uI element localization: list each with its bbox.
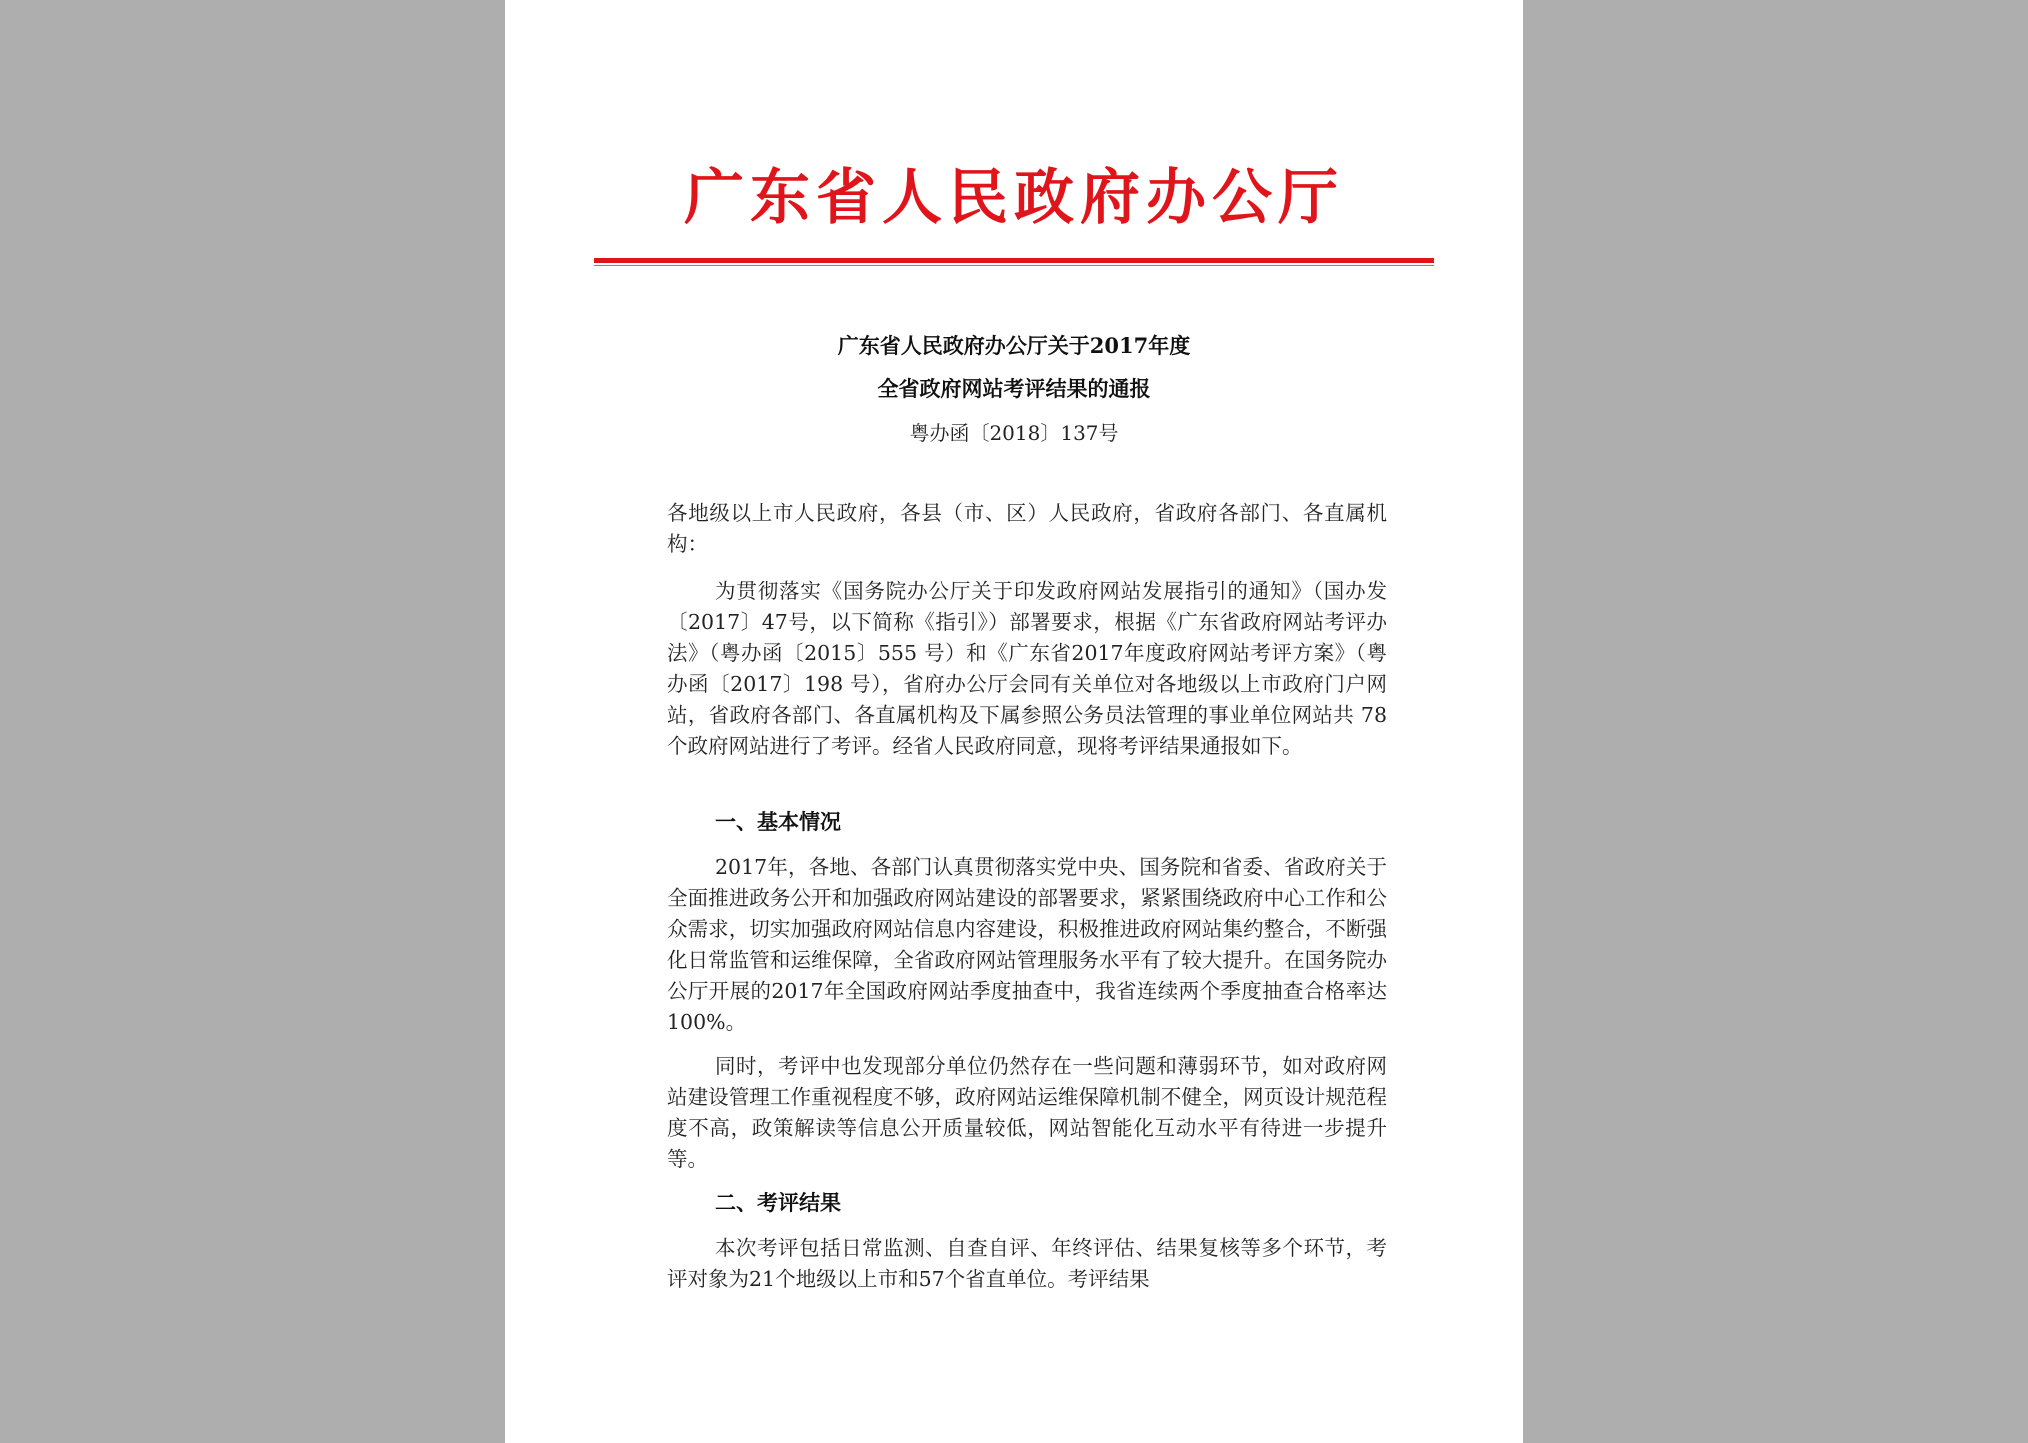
document-title-line1: 广东省人民政府办公厅关于2017年度 bbox=[837, 333, 1191, 358]
section-heading-results: 二、考评结果 bbox=[715, 1190, 841, 1215]
document-page bbox=[505, 0, 1523, 1443]
document-number: 粤办函〔2018〕137号 bbox=[909, 421, 1119, 445]
letterhead-red-rule-thin bbox=[594, 265, 1434, 266]
document-title-line2: 全省政府网站考评结果的通报 bbox=[877, 376, 1151, 401]
section-heading-basic-situation: 一、基本情况 bbox=[715, 809, 841, 834]
paragraph-intro: 为贯彻落实《国务院办公厅关于印发政府网站发展指引的通知》（国办发〔2017〕47号，以下简称《指引》）部署要求，根据《广东省政府网站考评办法》（粤办函〔2015〕555 号）和《广东省2017年度政府网站考评方案》（粤办函〔2017〕198 号），省府办公厅会同有关单位对各地级以上市政府门户网站，省政府各部门、各直属机构及下属参照公务员法管理的事业单位网站共 78 个政府网站进行了考评。经省人民政府同意，现将考评结果通报如下。 bbox=[667, 579, 1387, 758]
paragraph-problems: 同时，考评中也发现部分单位仍然存在一些问题和薄弱环节，如对政府网站建设管理工作重视程度不够，政府网站运维保障机制不健全，网页设计规范程度不高，政策解读等信息公开质量较低，网站智能化互动水平有待进一步提升等。 bbox=[667, 1054, 1387, 1171]
letterhead-red-rule bbox=[594, 258, 1434, 263]
paragraph-basic-situation: 2017年，各地、各部门认真贯彻落实党中央、国务院和省委、省政府关于全面推进政务公开和加强政府网站建设的部署要求，紧紧围绕政府中心工作和公众需求，切实加强政府网站信息内容建设，积极推进政府网站集约整合，不断强化日常监管和运维保障，全省政府网站管理服务水平有了较大提升。在国务院办公厅开展的2017年全国政府网站季度抽查中，我省连续两个季度抽查合格率达100%。 bbox=[667, 855, 1387, 1034]
salutation: 各地级以上市人民政府，各县（市、区）人民政府，省政府各部门、各直属机构： bbox=[667, 501, 1387, 556]
paragraph-results: 本次考评包括日常监测、自查自评、年终评估、结果复核等多个环节，考评对象为21个地级以上市和57个省直单位。考评结果 bbox=[667, 1236, 1387, 1291]
letterhead-title: 广东省人民政府办公厅 bbox=[684, 163, 1344, 233]
